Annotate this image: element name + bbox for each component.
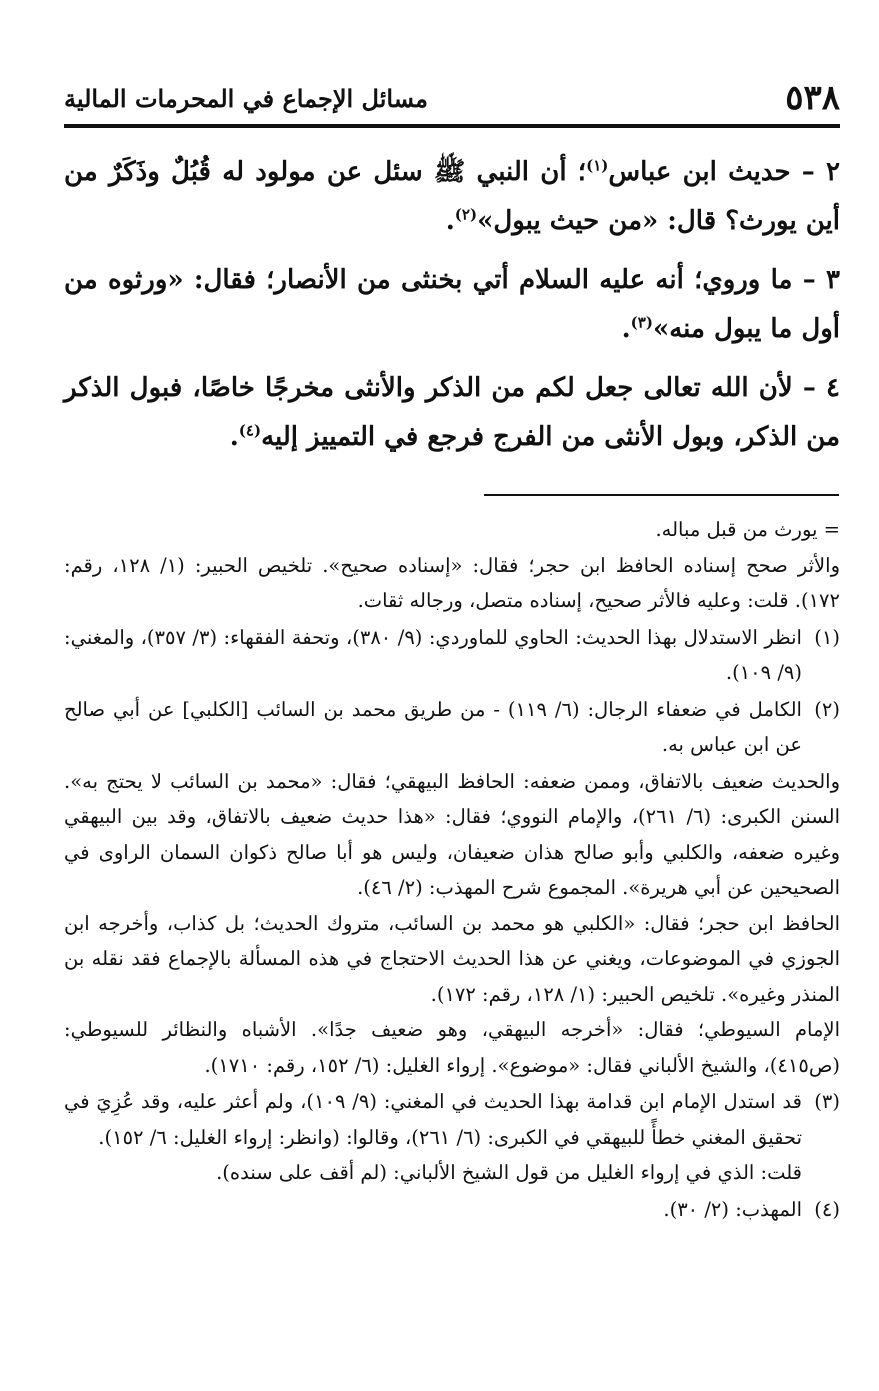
footnote-text: الحافظ ابن حجر؛ فقال: «الكلبي هو محمد بن السائب، متروك الحديث؛ بل كذاب، وأخرجه ابن الجوزي في الموضوعات، ويغني عن هذا الحديث الاحتجاج في هذه المسألة بالإجماع فقد نقله بن المنذر وغيره». تلخيص الحبير: (١/ ١٢٨، رقم: ١٧٢). bbox=[64, 911, 840, 1006]
footnote-4 bbox=[64, 1192, 840, 1228]
footnote-ref: (٢) bbox=[454, 205, 478, 224]
paragraph-end: . bbox=[621, 314, 631, 344]
footnote-text: الإمام السيوطي؛ فقال: «أخرجه البيهقي، وهو ضعيف جدًا». الأشباه والنظائر للسيوطي: (ص٤١٥)، والشيخ الألباني فقال: «موضوع». إرواء الغليل: (٦/ ١٥٢، رقم: ١٧١٠). bbox=[64, 1018, 840, 1077]
paragraph-3 bbox=[64, 256, 840, 354]
paragraph-text: ما وروي؛ أنه عليه السلام أتي بخنثى من الأنصار؛ فقال: «ورثوه من أول ما يبول منه» bbox=[64, 265, 840, 344]
footnote-ref: (٣) bbox=[630, 313, 653, 332]
footnote-text: قد استدل الإمام ابن قدامة بهذا الحديث في المغني: (٩/ ١٠٩)، ولم أعثر عليه، وقد عُزِيَ في تحقيق المغني خطأً للبيهقي في الكبرى: (٦/ ٢٦١)، وقالوا: (وانظر: إرواء الغليل: ٦/ ١٥٢). bbox=[64, 1090, 802, 1149]
paragraph-number: ٤ – bbox=[802, 373, 841, 403]
footnotes bbox=[64, 512, 840, 1228]
footnote-body bbox=[64, 692, 802, 763]
footnote-1 bbox=[64, 620, 840, 691]
paragraph-text: ؛ أن النبي ﷺ سئل عن مولود له قُبُلٌ وذَكَرٌ من أين يورث؟ قال: «من حيث يبول» bbox=[64, 157, 840, 236]
footnote-2 bbox=[64, 692, 840, 763]
page-header bbox=[64, 76, 840, 122]
footnote-body bbox=[64, 1192, 802, 1228]
paragraph-2 bbox=[64, 148, 840, 246]
footnote-2-continued bbox=[64, 764, 840, 1084]
paragraph-end: . bbox=[445, 206, 455, 236]
footnote-number: (٤) bbox=[814, 1197, 840, 1221]
footnote-continuation bbox=[64, 512, 840, 619]
paragraph-number: ٢ – bbox=[801, 157, 840, 187]
footnote-body bbox=[64, 620, 802, 691]
footnote-ref: (٤) bbox=[238, 421, 262, 440]
footnote-ref: (١) bbox=[586, 156, 609, 175]
footnote-separator bbox=[484, 494, 839, 496]
header-rule bbox=[64, 124, 840, 128]
footnote-text: المهذب: (٢/ ٣٠). bbox=[663, 1197, 802, 1221]
running-title: مسائل الإجماع في المحرمات المالية bbox=[64, 84, 428, 113]
footnote-text: قلت: الذي في إرواء الغليل من قول الشيخ الألباني: (لم أقف على سنده). bbox=[216, 1161, 802, 1184]
paragraph-number: ٣ – bbox=[802, 265, 840, 295]
footnote-text: = يورث من قبل مباله. bbox=[655, 518, 840, 541]
footnote-text: والأثر صحح إسناده الحافظ ابن حجر؛ فقال: «إسناده صحيح». تلخيص الحبير: (١/ ١٢٨، رقم: ١٧٢). قلت: وعليه فالأثر صحيح، إسناده متصل، ورجاله ثقات. bbox=[64, 553, 840, 612]
main-text bbox=[64, 148, 840, 472]
footnote-number: (١) bbox=[814, 625, 840, 649]
footnote-3 bbox=[64, 1084, 840, 1191]
footnote-number: (٣) bbox=[814, 1090, 840, 1113]
paragraph-text: حديث ابن عباس bbox=[608, 157, 802, 187]
footnote-body bbox=[64, 1084, 802, 1191]
footnote-number: (٢) bbox=[814, 697, 840, 721]
page-number: ٥٣٨ bbox=[785, 78, 840, 118]
footnote-text: الكامل في ضعفاء الرجال: (٦/ ١١٩) - من طريق محمد بن السائب [الكلبي] عن أبي صالح عن ابن عباس به. bbox=[64, 697, 802, 756]
paragraph-text: لأن الله تعالى جعل لكم من الذكر والأنثى مخرجًا خاصًا، فبول الذكر من الذكر، وبول الأنثى من الفرج فرجع في التمييز إليه bbox=[64, 373, 840, 452]
paragraph-end: . bbox=[229, 422, 239, 452]
footnote-text: والحديث ضعيف بالاتفاق، وممن ضعفه: الحافظ البيهقي؛ فقال: «محمد بن السائب لا يحتج به». السنن الكبرى: (٦/ ٢٦١)، والإمام النووي؛ فقال: «هذا حديث ضعيف بالاتفاق، وقد بين البيهقي وغيره ضعفه، والكلبي وأبو صالح هذان ضعيفان، وليس هو أبا صالح ذكوان السمان الراوى في الصحيحين عن أبي هريرة». المجموع شرح المهذب: (٢/ ٤٦). bbox=[64, 769, 840, 899]
paragraph-4 bbox=[64, 364, 840, 462]
footnote-text: انظر الاستدلال بهذا الحديث: الحاوي للماوردي: (٩/ ٣٨٠)، وتحفة الفقهاء: (٣/ ٣٥٧)، والمغني: (٩/ ١٠٩). bbox=[64, 625, 802, 684]
